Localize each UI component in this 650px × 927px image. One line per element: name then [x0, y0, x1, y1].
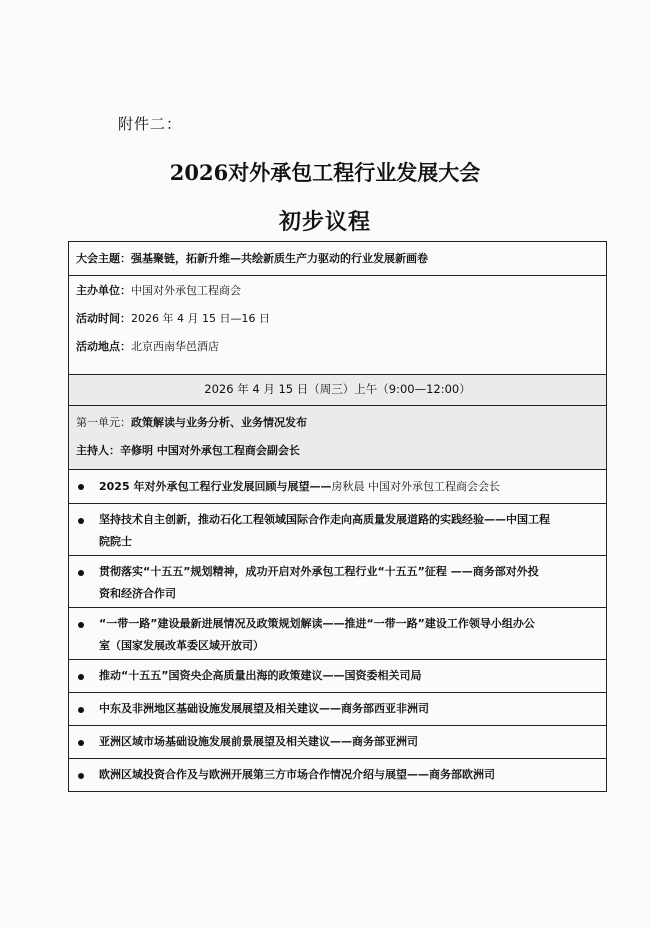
theme-row: [68, 241, 607, 276]
agenda-item-text: 中东及非洲地区基础设施发展展望及相关建议——商务部西亚非洲司: [99, 702, 429, 715]
agenda-item-line1: “一带一路”建设最新进展情况及政策规划解读——推进“一带一路”建设工作领导小组办公: [99, 617, 535, 630]
agenda-item-line2: 院院士: [99, 535, 132, 548]
session-day-text: 2026 年 4 月 15 日（周三）上午（9:00—12:00）: [204, 382, 471, 396]
agenda-item-title: 2025 年对外承包工程行业发展回顾与展望——: [99, 480, 332, 493]
unit-value: 政策解读与业务分析、业务情况发布: [131, 416, 307, 429]
agenda-item: [68, 470, 607, 504]
bullet-icon: [78, 740, 84, 746]
organizer-value: 中国对外承包工程商会: [131, 284, 241, 297]
time-value: 2026 年 4 月 15 日—16 日: [131, 312, 270, 325]
bullet-icon: [78, 707, 84, 713]
agenda-item: [68, 726, 607, 759]
unit-label: 第一单元：: [76, 416, 131, 429]
agenda-item: [68, 759, 607, 792]
organizer-label: 主办单位：: [76, 284, 131, 297]
session-day-row: [68, 375, 607, 406]
agenda-item-line2: 资和经济合作司: [99, 587, 176, 600]
agenda-item-text: 推动“十五五”国资央企高质量出海的政策建议——国资委相关司局: [99, 669, 422, 682]
unit-section: [68, 406, 607, 470]
document-subtitle: 初步议程: [278, 209, 371, 235]
host-value: 辛修明 中国对外承包工程商会副会长: [120, 444, 300, 457]
bullet-icon: [78, 674, 84, 680]
time-label: 活动时间：: [76, 312, 131, 325]
bullet-icon: [78, 484, 84, 490]
time-line: [76, 311, 599, 339]
theme-text: 大会主题：强基聚链，拓新升维—共绘新质生产力驱动的行业发展新画卷: [76, 252, 428, 265]
agenda-item-text: 欧洲区域投资合作及与欧洲开展第三方市场合作情况介绍与展望——商务部欧洲司: [99, 768, 495, 781]
agenda-item-line2: 室（国家发展改革委区域开放司）: [99, 639, 264, 652]
bullet-icon: [78, 773, 84, 779]
venue-value: 北京西南华邑酒店: [131, 340, 219, 353]
document-title: 2026对外承包工程行业发展大会: [169, 160, 481, 185]
bullet-icon: [78, 622, 84, 628]
host-line: [76, 443, 599, 471]
agenda-item-text: 亚洲区域市场基础设施发展前景展望及相关建议——商务部亚洲司: [99, 735, 418, 748]
attachment-label: 附件二：: [118, 115, 183, 133]
agenda-item-speaker: 房秋晨 中国对外承包工程商会会长: [331, 480, 500, 493]
host-label: 主持人：: [76, 444, 120, 457]
agenda-item-line1: 贯彻落实“十五五”规划精神，成功开启对外承包工程行业“十五五”征程 ——商务部对外投: [99, 565, 539, 578]
unit-line: [76, 415, 599, 443]
info-section: [68, 276, 607, 375]
agenda-item: [68, 608, 607, 660]
agenda-item-line1: 坚持技术自主创新，推动石化工程领域国际合作走向高质量发展道路的实践经验——中国工程: [99, 513, 550, 526]
agenda-item: [68, 660, 607, 693]
bullet-icon: [78, 570, 84, 576]
agenda-table: [68, 241, 607, 792]
organizer-line: [76, 283, 599, 311]
bullet-icon: [78, 518, 84, 524]
agenda-item: [68, 504, 607, 556]
venue-label: 活动地点：: [76, 340, 131, 353]
agenda-item: [68, 693, 607, 726]
venue-line: [76, 339, 599, 367]
agenda-item: [68, 556, 607, 608]
